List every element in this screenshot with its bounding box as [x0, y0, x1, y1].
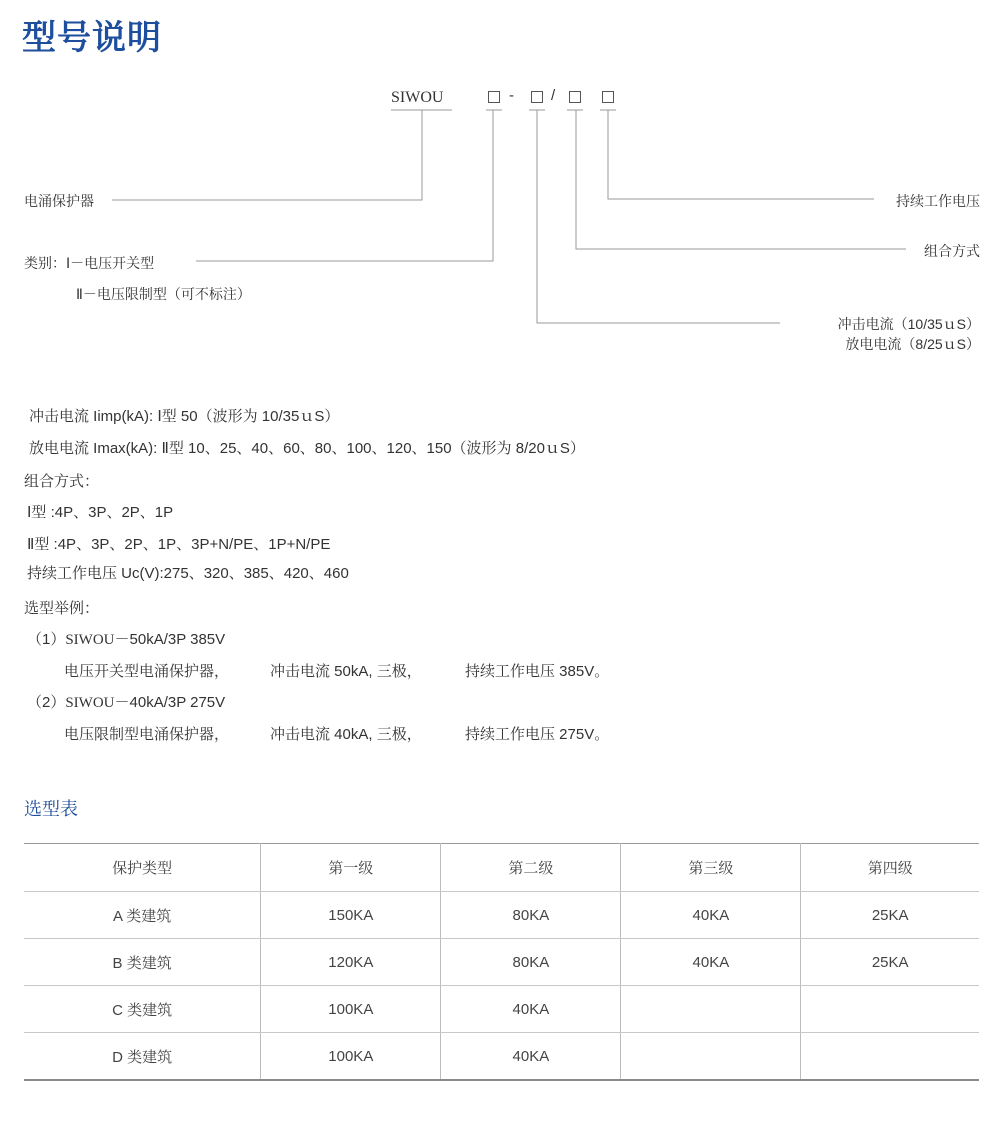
table-cell: A 类建筑 — [24, 892, 261, 939]
table-header-cell: 第四级 — [801, 844, 979, 892]
table-row — [24, 892, 979, 939]
table-cell: 25KA — [801, 939, 979, 986]
table-header-cell: 第一级 — [261, 844, 441, 892]
table-cell — [801, 986, 979, 1033]
label-category-2: Ⅱ－电压限制型（可不标注） — [76, 286, 251, 302]
selection-table — [24, 843, 979, 1081]
table-cell — [621, 986, 801, 1033]
table-cell: 100KA — [261, 1033, 441, 1081]
selection-table-title: 选型表 — [24, 799, 78, 819]
table-cell: C 类建筑 — [24, 986, 261, 1033]
code-dash: - — [509, 87, 514, 104]
spec-voltage: 持续工作电压 Uc(V):275、320、385、420、460 — [27, 565, 349, 582]
example-2-current: 冲击电流 40kA, 三极， — [270, 726, 422, 743]
connector-product — [112, 110, 422, 200]
table-cell: 120KA — [261, 939, 441, 986]
example-1-brand: SIWOU — [65, 632, 115, 648]
table-cell: 80KA — [441, 939, 621, 986]
page-title: 型号说明 — [22, 19, 162, 57]
table-row — [24, 1033, 979, 1081]
table-cell: B 类建筑 — [24, 939, 261, 986]
example-1-rest: －50kA/3P 385V — [114, 631, 226, 648]
table-cell: 100KA — [261, 986, 441, 1033]
table-header-row — [24, 844, 979, 892]
table-cell: 40KA — [621, 939, 801, 986]
example-1-voltage: 持续工作电压 385V。 — [465, 663, 610, 680]
label-combo: 组合方式 — [924, 243, 980, 259]
table-cell: 40KA — [441, 1033, 621, 1081]
table-cell: 25KA — [801, 892, 979, 939]
spec-example-heading: 选型举例： — [24, 600, 100, 617]
table-row — [24, 939, 979, 986]
example-2-code — [27, 691, 225, 712]
table-header-cell: 保护类型 — [24, 844, 261, 892]
label-voltage: 持续工作电压 — [896, 193, 980, 209]
spec-type1-combo: Ⅰ型 :4P、3P、2P、1P — [27, 504, 174, 521]
example-2-index: （2） — [27, 694, 66, 711]
table-row — [24, 986, 979, 1033]
example-2-type: 电压限制型电涌保护器， — [64, 726, 230, 743]
example-2-brand: SIWOU — [65, 695, 115, 711]
label-category-1: 类别：Ⅰ－电压开关型 — [24, 255, 155, 271]
example-2-voltage: 持续工作电压 275V。 — [465, 726, 610, 743]
example-1-type: 电压开关型电涌保护器， — [64, 663, 230, 680]
connector-category — [196, 110, 493, 261]
connector-voltage — [608, 110, 874, 199]
spec-combo-heading: 组合方式： — [24, 473, 100, 490]
label-current-2: 放电电流（8/25ｕS） — [845, 336, 980, 352]
example-1-index: （1） — [27, 631, 66, 648]
table-header-cell: 第三级 — [621, 844, 801, 892]
connector-combo — [576, 110, 906, 249]
table-cell — [621, 1033, 801, 1081]
label-current-1: 冲击电流（10/35ｕS） — [837, 316, 980, 332]
table-cell — [801, 1033, 979, 1081]
spec-type2-combo: Ⅱ型 :4P、3P、2P、1P、3P+N/PE、1P+N/PE — [27, 536, 331, 553]
table-cell: 150KA — [261, 892, 441, 939]
table-cell: 40KA — [621, 892, 801, 939]
example-2-rest: －40kA/3P 275V — [114, 694, 226, 711]
spec-impulse-current: 冲击电流 Iimp(kA): Ⅰ型 50（波形为 10/35ｕS） — [29, 408, 340, 425]
model-code-prefix: SIWOU — [391, 89, 444, 106]
code-connector-diagram — [0, 0, 1000, 360]
table-header-cell: 第二级 — [441, 844, 621, 892]
table-cell: 80KA — [441, 892, 621, 939]
example-1-current: 冲击电流 50kA, 三极， — [270, 663, 422, 680]
table-cell: 40KA — [441, 986, 621, 1033]
example-1-code — [27, 628, 225, 649]
code-slash: / — [551, 87, 556, 104]
table-cell: D 类建筑 — [24, 1033, 261, 1081]
spec-discharge-current: 放电电流 Imax(kA): Ⅱ型 10、25、40、60、80、100、120、150（波形为 8/20ｕS） — [29, 440, 585, 457]
connector-current — [537, 110, 780, 323]
label-product: 电涌保护器 — [24, 193, 94, 209]
